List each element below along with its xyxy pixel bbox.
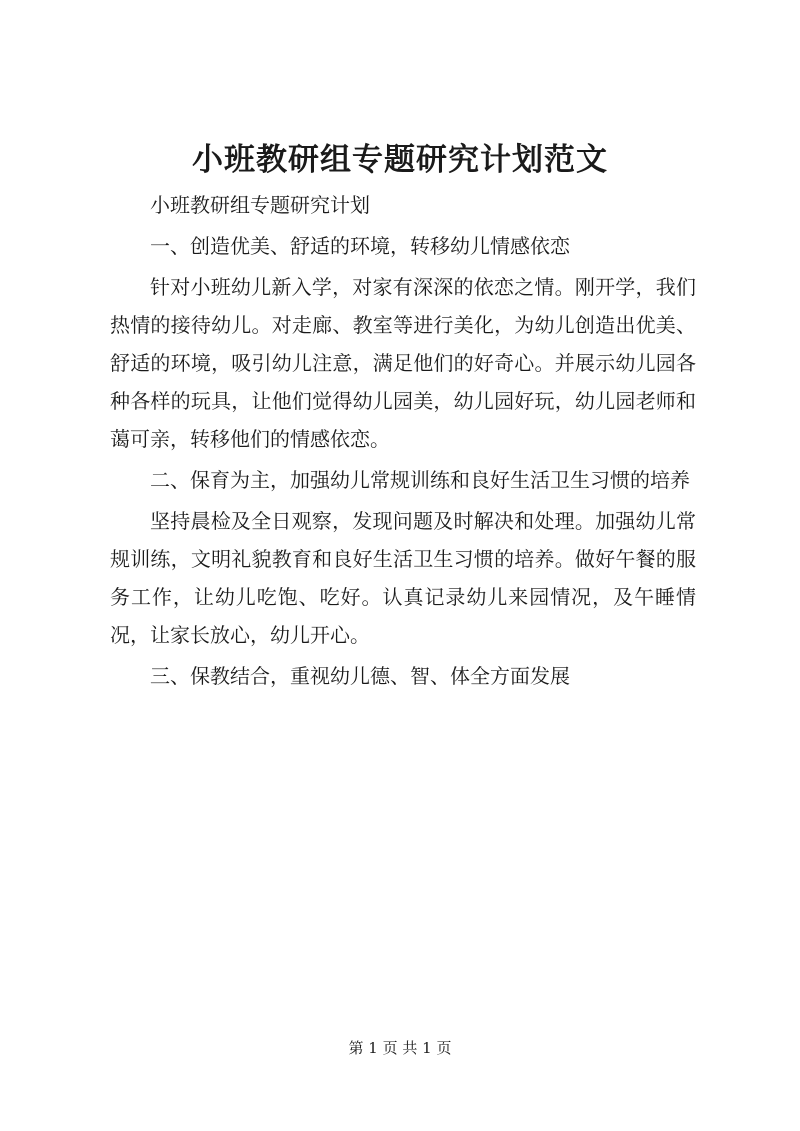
document-title: 小班教研组专题研究计划范文: [192, 142, 608, 178]
paragraph-heading-1: 一、创造优美、舒适的环境，转移幼儿情感依恋: [150, 234, 570, 258]
paragraph-content-2: 坚持晨检及全日观察，发现问题及时解决和处理。加强幼儿常规训练，文明礼貌教育和良好生活卫生习惯的培养。做好午餐的服务工作，让幼儿吃饱、吃好。认真记录幼儿来园情况，及午睡情况，让家长放心，幼儿开心。: [110, 509, 696, 647]
page-footer: 第 1 页 共 1 页: [348, 1039, 452, 1057]
document-body: [110, 186, 696, 698]
paragraph-heading-3: 三、保教结合，重视幼儿德、智、体全方面发展: [150, 664, 570, 688]
paragraph-subtitle: 小班教研组专题研究计划: [150, 193, 370, 217]
paragraph-content-1: 针对小班幼儿新入学，对家有深深的依恋之情。刚开学，我们热情的接待幼儿。对走廊、教室等进行美化，为幼儿创造出优美、舒适的环境，吸引幼儿注意，满足他们的好奇心。并展示幼儿园各种各样的玩具，让他们觉得幼儿园美，幼儿园好玩，幼儿园老师和蔼可亲，转移他们的情感依恋。: [110, 275, 696, 451]
paragraph-heading-2: 二、保育为主，加强幼儿常规训练和良好生活卫生习惯的培养: [150, 468, 690, 492]
